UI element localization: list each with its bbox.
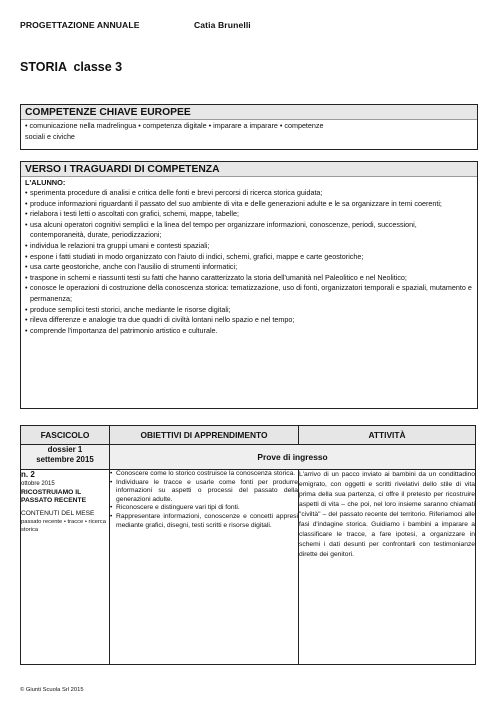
bullet-icon: • <box>25 283 28 293</box>
list-item: • individua le relazioni tra gruppi umani e contesti spaziali; <box>25 240 210 250</box>
competenze-heading: COMPETENZE CHIAVE EUROPEE <box>21 105 477 120</box>
traguardi-box <box>20 161 478 409</box>
prove-ingresso-cell: Prove di ingresso <box>110 445 476 470</box>
bullet-icon: • <box>110 470 113 477</box>
table-row <box>21 470 476 665</box>
dossier-cell <box>21 445 110 470</box>
competenze-body <box>21 120 477 145</box>
list-item: • sperimenta procedure di analisi e critica delle fonti e brevi percorsi di ricerca storica guidata; <box>25 188 323 197</box>
fascicolo-number: n. 2 <box>21 470 35 479</box>
fascicolo-date: ottobre 2015 <box>21 481 55 487</box>
bullet-icon: • <box>110 478 113 486</box>
bullet-icon: • <box>25 219 28 229</box>
list-item: • rielabora i testi letti o ascoltati con grafici, schemi, mappe, tabelle; <box>25 209 239 219</box>
bullet-icon: • <box>110 512 113 520</box>
contenuti-list: passato recente • tracce • ricerca storica <box>21 519 106 534</box>
list-item: • produce semplici testi storici, anche mediante le risorse digitali; <box>25 304 231 314</box>
bullet-icon: • <box>25 315 28 325</box>
traguardi-body <box>21 177 477 339</box>
bullet-icon: • <box>25 240 28 250</box>
column-header-attivita: ATTIVITÀ <box>299 426 476 445</box>
fascicolo-title: RICOSTRUIAMO IL <box>21 488 82 496</box>
list-item: • traspone in schemi e riassunti testi su fatti che hanno caratterizzato la storia dell'umanità nel Paleolitico e nel Neolitico; <box>25 272 407 282</box>
list-item: • usa carte geostoriche, anche con l'ausilio di strumenti informatici; <box>25 262 238 272</box>
bullet-icon: • <box>25 304 28 314</box>
copyright-footer: © Giunti Scuola Srl 2015 <box>20 687 84 693</box>
list-item: • Riconoscere e distinguere vari tipi di fonti. <box>110 504 240 512</box>
fascicolo-cell <box>21 470 113 665</box>
traguardi-subheading: L'ALUNNO: <box>25 178 66 187</box>
list-item: • Individuare le tracce e usarle come fonti per produrre informazioni su aspetti o processi del passato della generazioni adulte. <box>110 478 298 503</box>
bullet-icon: • <box>25 188 28 197</box>
traguardi-heading: VERSO I TRAGUARDI DI COMPETENZA <box>21 162 477 177</box>
list-item: • comprende l'importanza del patrimonio artistico e culturale. <box>25 325 218 335</box>
contenuti-label: CONTENUTI DEL MESE <box>21 509 95 517</box>
attivita-cell: L'arrivo di un pacco inviato ai bambini da un condittadino emigrato, con oggetti e scritti rivelativi dello stile di vita prima della sua partenza, ci offre il pretesto per ricostruire aspetti di vita – che poi, nel loro insieme saranno chiamati "civiltà" – del passato recente del territorio. Riferiamoci alle fasi d'indagine storica. Guidiamo i bambini a imparare a classificare le tracce, a fare ipotesi, a organizzare in schemi i dati desunti per confrontarli con testimonianze dirette dei genitori. <box>299 470 476 665</box>
header-program: PROGETTAZIONE ANNUALE <box>20 20 140 30</box>
obiettivi-cell <box>110 470 299 665</box>
page-title: STORIA classe 3 <box>20 60 123 74</box>
list-item: • rileva differenze e analogie tra due quadri di civiltà lontani nello spazio e nel tempo; <box>25 315 295 325</box>
bullet-icon: • <box>110 504 113 512</box>
competenze-line: sociali e civiche <box>25 131 75 141</box>
competenze-line: • comunicazione nella madrelingua • competenza digitale • imparare a imparare • competenze <box>25 121 324 130</box>
table-header-row <box>21 426 476 445</box>
header-author: Catia Brunelli <box>194 20 251 30</box>
bullet-icon: • <box>25 325 28 335</box>
bullet-icon: • <box>25 209 28 219</box>
bullet-icon: • <box>25 251 28 261</box>
column-header-fascicolo: FASCICOLO <box>21 426 110 445</box>
column-header-obiettivi: OBIETTIVI DI APPRENDIMENTO <box>110 426 299 445</box>
dossier-date: settembre 2015 <box>36 455 94 464</box>
list-item: • produce informazioni riguardanti il passato del suo ambiente di vita e delle generazioni adulte e le sa organizzare in temi coerenti; <box>25 198 442 208</box>
programming-table <box>20 425 476 665</box>
bullet-icon: • <box>25 198 28 208</box>
bullet-icon: • <box>25 272 28 282</box>
list-item: • conosce le operazioni di costruzione della conoscenza storica: tematizzazione, uso di fonti, organizzatori temporali e spaziali, mutamento e permanenza; <box>25 283 472 303</box>
traguardi-list <box>25 188 473 336</box>
fascicolo-title: PASSATO RECENTE <box>21 497 87 505</box>
list-item: • espone i fatti studiati in modo organizzato con l'aiuto di indici, schemi, grafici, mappe e carte geostoriche; <box>25 251 364 261</box>
bullet-icon: • <box>25 262 28 272</box>
dossier-label: dossier 1 <box>47 445 83 454</box>
list-item: • usa alcuni operatori cognitivi semplici e la linea del tempo per organizzare informazioni, conoscenze, periodi, successioni, contemporaneità, durate, periodizzazioni; <box>25 219 417 240</box>
page-header <box>20 20 251 30</box>
competenze-box <box>20 104 478 150</box>
table-row <box>21 445 476 470</box>
list-item: • Rappresentare informazioni, conoscenze e concetti appresi mediante grafici, disegni, testi scritti e risorse digitali. <box>110 512 298 529</box>
list-item: • Conoscere come lo storico costruisce la conoscenza storica. <box>110 470 296 477</box>
